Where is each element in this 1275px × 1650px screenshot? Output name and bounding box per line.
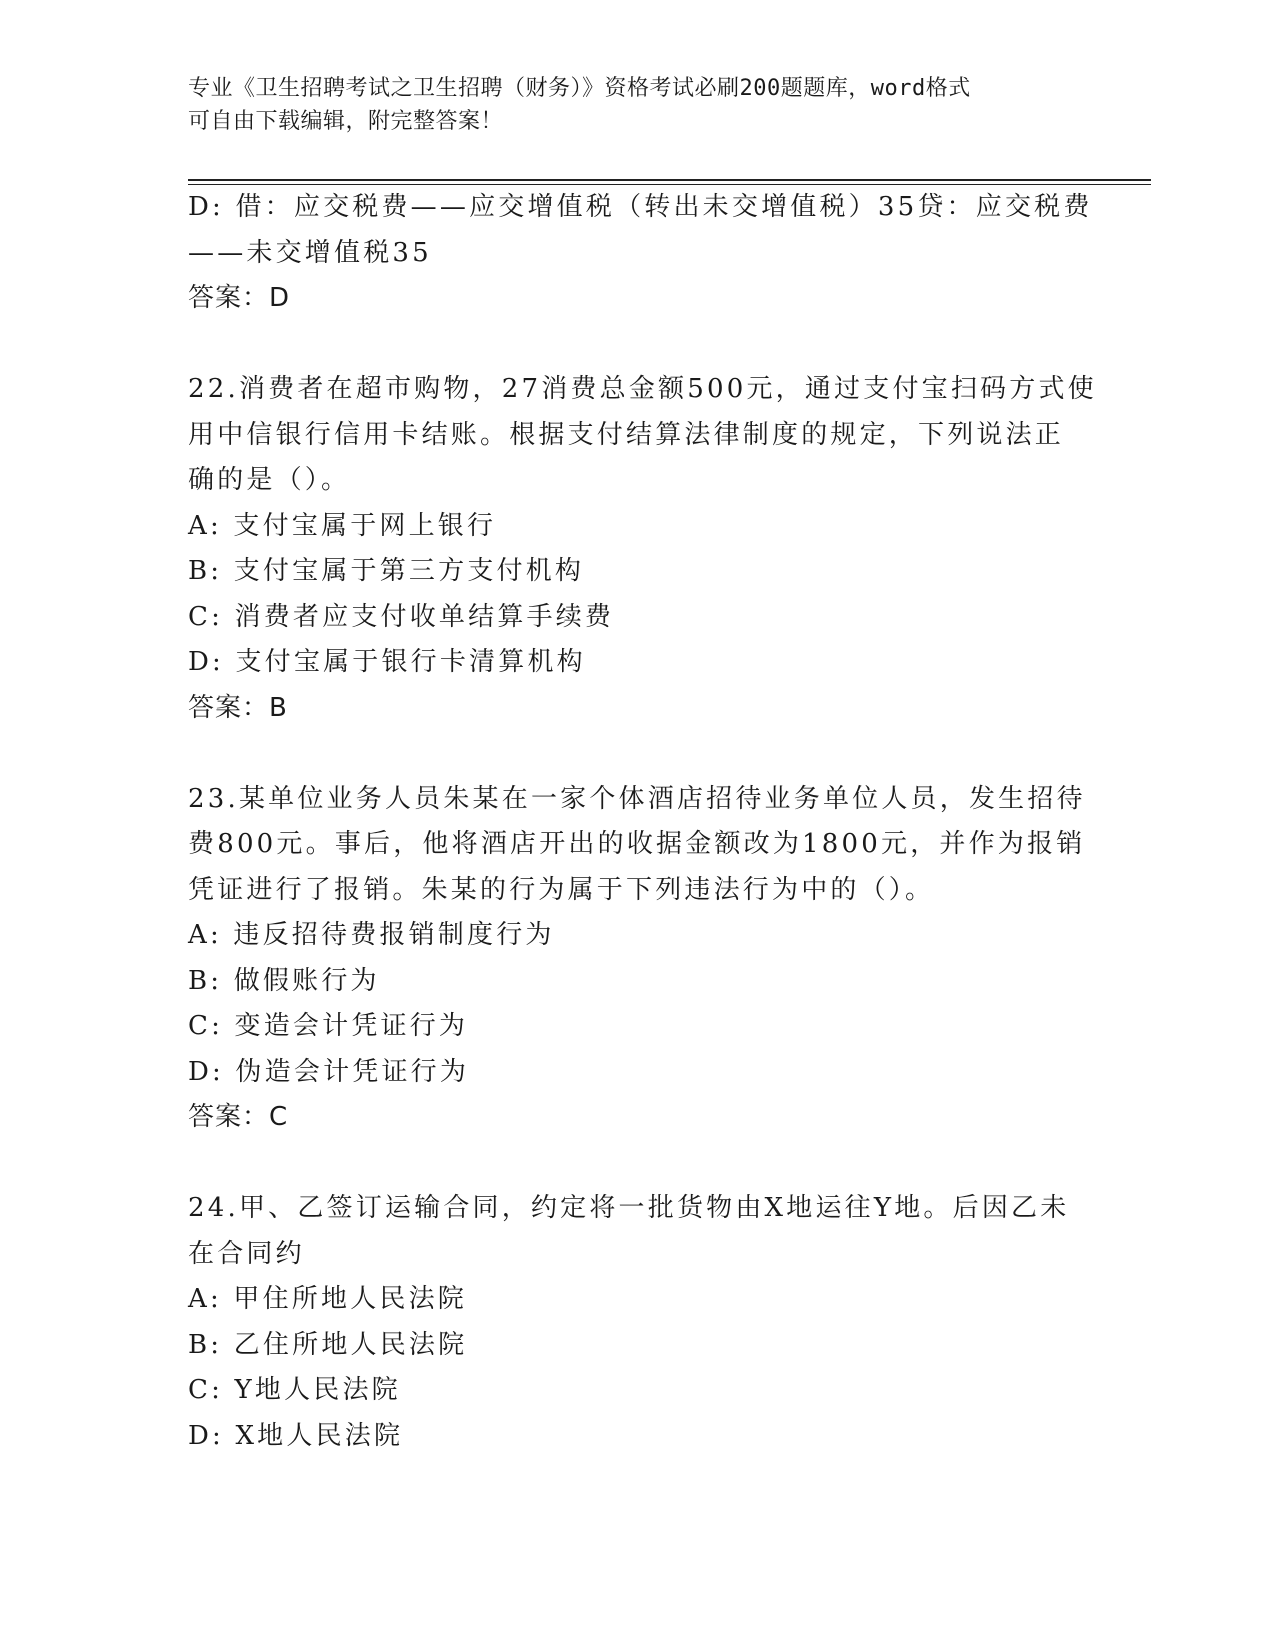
question-stem-line: 24.甲、乙签订运输合同，约定将一批货物由X地运往Y地。后因乙未 — [188, 1193, 1070, 1223]
question-24 — [188, 1186, 1088, 1459]
answer: 答案：C — [188, 1102, 289, 1132]
option-b: B: 支付宝属于第三方支付机构 — [188, 556, 585, 586]
question-content — [188, 185, 1097, 1459]
question-stem-line: 凭证进行了报销。朱某的行为属于下列违法行为中的（）。 — [188, 874, 935, 905]
option-b: B: 做假账行为 — [188, 965, 380, 996]
page-header — [188, 72, 1088, 138]
answer: 答案：B — [188, 692, 288, 723]
option-c: C: 变造会计凭证行为 — [188, 1011, 469, 1041]
option-a: A: 支付宝属于网上银行 — [188, 510, 497, 541]
question-stem-line: 23.某单位业务人员朱某在一家个体酒店招待业务单位人员，发生招待 — [188, 783, 1086, 814]
header-line-2: 可自由下载编辑，附完整答案！ — [188, 109, 504, 134]
option-a: A: 甲住所地人民法院 — [188, 1284, 468, 1314]
option-d: D: 支付宝属于银行卡清算机构 — [188, 647, 586, 677]
question-stem-line: 22.消费者在超市购物，27消费总金额500元，通过支付宝扫码方式使 — [188, 374, 1097, 404]
option-d-continued: ——未交增值税35 — [188, 237, 432, 268]
header-line-1: 专业《卫生招聘考试之卫生招聘（财务）》资格考试必刷200题题库，word格式 — [188, 76, 971, 101]
option-b: B: 乙住所地人民法院 — [188, 1329, 468, 1360]
question-stem-line: 用中信银行信用卡结账。根据支付结算法律制度的规定，下列说法正 — [188, 419, 1065, 450]
option-c: C: Y地人民法院 — [188, 1375, 401, 1405]
option-d: D: X地人民法院 — [188, 1420, 404, 1451]
spacer — [188, 1141, 1088, 1187]
question-22 — [188, 367, 1097, 731]
prev-question-tail — [188, 185, 1093, 322]
option-c: C: 消费者应支付收单结算手续费 — [188, 601, 615, 632]
question-23 — [188, 777, 1088, 1141]
question-stem-line: 在合同约 — [188, 1238, 305, 1269]
spacer — [188, 731, 1088, 777]
option-d: D: 借：应交税费——应交增值税（转出未交增值税）35贷：应交税费 — [188, 192, 1093, 222]
question-stem-line: 确的是（）。 — [188, 465, 351, 495]
option-a: A: 违反招待费报销制度行为 — [188, 920, 555, 950]
answer: 答案：D — [188, 283, 291, 313]
spacer — [188, 322, 1088, 368]
question-stem-line: 费800元。事后，他将酒店开出的收据金额改为1800元，并作为报销 — [188, 829, 1086, 859]
option-d: D: 伪造会计凭证行为 — [188, 1056, 470, 1087]
header-rule-thick — [188, 179, 1151, 181]
